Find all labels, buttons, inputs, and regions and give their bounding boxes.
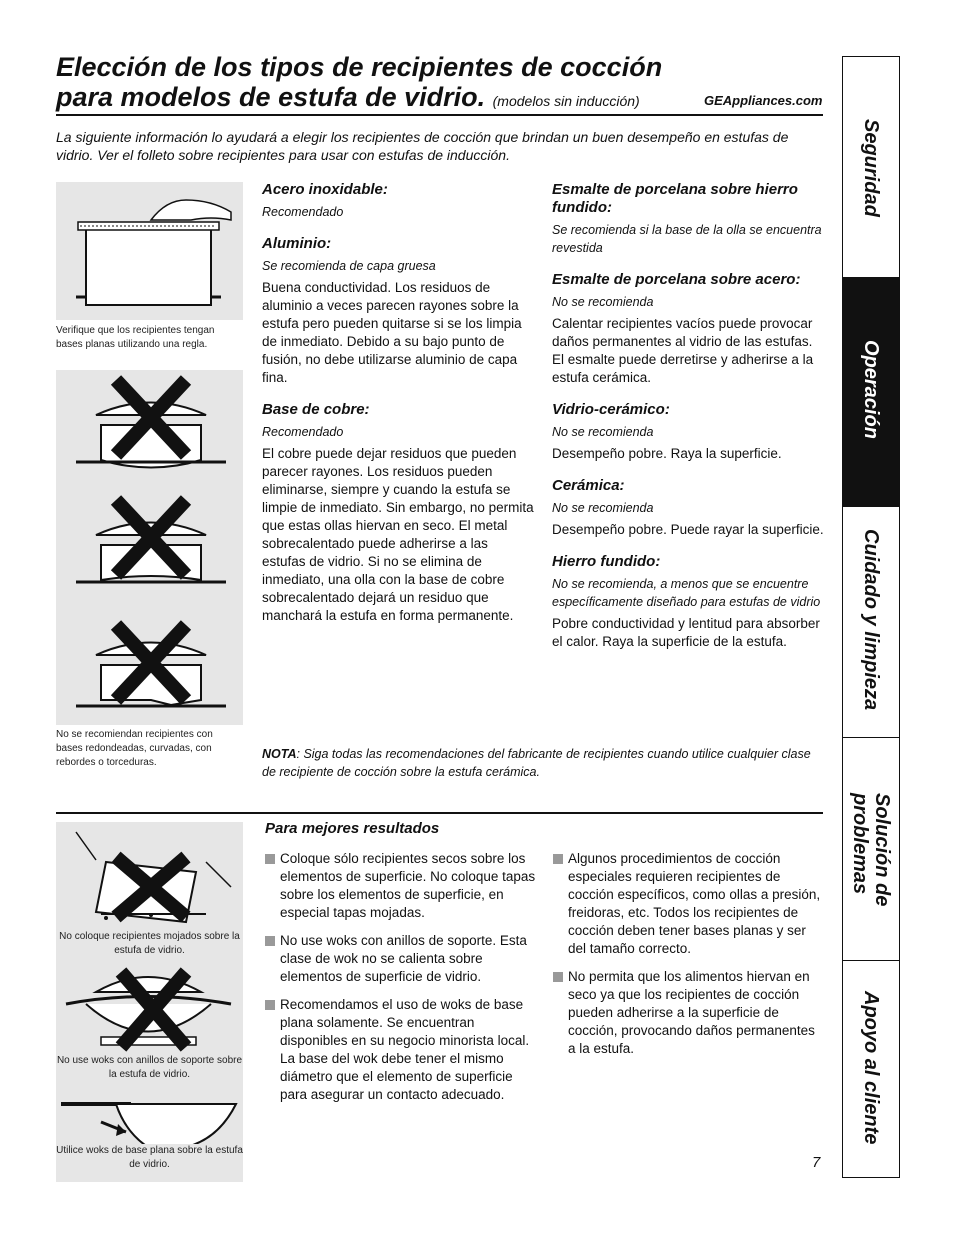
list-item bbox=[265, 996, 537, 1104]
list-item bbox=[553, 850, 821, 958]
flat-wok-icon bbox=[61, 1104, 236, 1149]
tab-label: Solución de problemas bbox=[849, 793, 893, 907]
section-rule bbox=[56, 812, 823, 814]
tab-cuidado-limpieza[interactable] bbox=[843, 507, 899, 738]
note-body: : Siga todas las recomendaciones del fabricante de recipientes cuando utilice cualquier clase de recipiente de cocción sobre la estufa cerámica. bbox=[262, 747, 811, 779]
list-item-text: Coloque sólo recipientes secos sobre los elementos de superficie. No coloque tapas sobre los elementos de superficie, en especial tapas mojadas. bbox=[280, 851, 536, 920]
material-name: Esmalte de porcelana sobre hierro fundido: bbox=[552, 181, 798, 216]
list-item-text: Algunos procedimientos de cocción especiales requieren recipientes de cocción específicos, como ollas a presión, freidoras, etc. Todos los recipientes de cocción deben tener bases planas y ser del tamaño correcto. bbox=[568, 851, 821, 956]
material-enamel-cast-iron bbox=[552, 181, 824, 257]
material-enamel-steel bbox=[552, 271, 824, 387]
best-results-left-list bbox=[265, 850, 537, 1114]
material-glass-ceramic bbox=[552, 401, 824, 463]
website-link[interactable]: GEAppliances.com bbox=[704, 93, 823, 108]
tab-label: Apoyo al cliente bbox=[860, 991, 882, 1145]
bad-pots-illustration bbox=[56, 370, 243, 725]
material-name: Esmalte de porcelana sobre acero: bbox=[552, 271, 801, 288]
material-aluminum bbox=[262, 235, 534, 387]
page-title bbox=[56, 52, 816, 116]
material-description: Calentar recipientes vacíos puede provocar daños permanentes al vidrio de las estufas. El esmalte puede derretirse y adherirse a la estufa cerámica. bbox=[552, 316, 814, 385]
best-results-heading: Para mejores resultados bbox=[265, 820, 440, 837]
material-cast-iron bbox=[552, 553, 824, 651]
note-text bbox=[262, 745, 827, 781]
list-item bbox=[553, 968, 821, 1058]
material-recommendation: Recomendado bbox=[262, 205, 344, 219]
material-recommendation: No se recomienda bbox=[552, 295, 654, 309]
material-stainless bbox=[262, 181, 534, 221]
material-name: Acero inoxidable: bbox=[262, 181, 388, 198]
list-item-text: No use woks con anillos de soporte. Esta clase de wok no se calienta sobre elementos de superficie de vidrio. bbox=[280, 933, 527, 984]
wok-ring-caption: No use woks con anillos de soporte sobre la estufa de vidrio. bbox=[56, 1055, 243, 1080]
intro-text: La siguiente información lo ayudará a elegir los recipientes de cocción que brindan un buen desempeño en estufas de vidrio. Ver el folleto sobre recipientes para usar con estufas de inducción. bbox=[56, 129, 789, 163]
material-recommendation: No se recomienda bbox=[552, 425, 654, 439]
tab-solucion-problemas[interactable] bbox=[843, 738, 899, 961]
materials-left-column bbox=[262, 181, 534, 639]
bullet-square-icon bbox=[265, 1000, 275, 1010]
best-results-illustrations bbox=[56, 822, 243, 1182]
material-recommendation: Se recomienda de capa gruesa bbox=[262, 259, 436, 273]
title-subtitle: (modelos sin inducción) bbox=[492, 93, 640, 109]
tab-operacion[interactable] bbox=[843, 278, 899, 507]
material-ceramic bbox=[552, 477, 824, 539]
flat-wok-caption: Utilice woks de base plana sobre la estufa de vidrio. bbox=[56, 1145, 243, 1170]
best-results-right-list bbox=[553, 850, 821, 1068]
curved-pot-icon bbox=[76, 500, 226, 582]
material-description: Desempeño pobre. Puede rayar la superficie. bbox=[552, 522, 824, 537]
material-recommendation: No se recomienda bbox=[552, 501, 654, 515]
material-description: El cobre puede dejar residuos que pueden parecer rayones. Los residuos pueden eliminarse, siempre y cuando la estufa se limpie de inmediato. Sin embargo, no permita que estas ollas hiervan en seco. El metal sobrecalentado puede adherirse a las estufas de vidrio. Si no se elimina de inmediato, una olla con la base de cobre sobrecalentado dejará un residuo que manchará la estufa en forma permanente. bbox=[262, 446, 534, 623]
side-tabs bbox=[842, 56, 900, 1178]
list-item bbox=[265, 850, 537, 922]
material-name: Cerámica: bbox=[552, 477, 625, 494]
list-item-text: Recomendamos el uso de woks de base plana solamente. Se encuentran disponibles en su negocio minorista local. La base del wok debe tener el mismo diámetro que el elemento de superficie para asegurar un contacto adecuado. bbox=[280, 997, 530, 1102]
title-line-1: Elección de los tipos de recipientes de cocción bbox=[56, 52, 663, 82]
note-label: NOTA bbox=[262, 747, 297, 761]
title-line-2: para modelos de estufa de vidrio. bbox=[56, 82, 486, 112]
rounded-pot-icon bbox=[76, 380, 226, 468]
bullet-square-icon bbox=[553, 972, 563, 982]
tab-label: Seguridad bbox=[860, 119, 882, 217]
materials-right-column bbox=[552, 181, 824, 665]
warped-pot-icon bbox=[76, 625, 226, 706]
material-recommendation: Recomendado bbox=[262, 425, 344, 439]
bad-pots-caption: No se recomiendan recipientes con bases redondeadas, curvadas, con rebordes o torceduras. bbox=[56, 729, 213, 768]
tab-apoyo-cliente[interactable] bbox=[843, 961, 899, 1177]
tab-seguridad[interactable] bbox=[843, 57, 899, 278]
material-description: Buena conductividad. Los residuos de aluminio a veces parecen rayones sobre la estufa pero pueden quitarse si se los limpia de inmediato. Debido a su bajo punto de fusión, no debe utilizarse aluminio de capa fina. bbox=[262, 280, 522, 385]
list-item-text: No permita que los alimentos hiervan en seco ya que los recipientes de cocción pueden adherirse a la superficie de cocción, provocando daños permanentes a la estufa. bbox=[568, 969, 815, 1056]
page-number: 7 bbox=[812, 1154, 821, 1171]
ruler-check-illustration bbox=[56, 182, 243, 320]
bullet-square-icon bbox=[553, 854, 563, 864]
ruler-caption: Verifique que los recipientes tengan bases planas utilizando una regla. bbox=[56, 325, 215, 350]
material-name: Base de cobre: bbox=[262, 401, 370, 418]
tab-label: Operación bbox=[860, 340, 882, 439]
material-name: Vidrio-cerámico: bbox=[552, 401, 670, 418]
material-description: Desempeño pobre. Raya la superficie. bbox=[552, 446, 782, 461]
bullet-square-icon bbox=[265, 854, 275, 864]
wet-pan-icon bbox=[76, 832, 231, 922]
material-copper bbox=[262, 401, 534, 625]
material-name: Hierro fundido: bbox=[552, 553, 661, 570]
material-name: Aluminio: bbox=[262, 235, 332, 252]
material-recommendation: Se recomienda si la base de la olla se encuentra revestida bbox=[552, 223, 822, 255]
material-description: Pobre conductividad y lentitud para absorber el calor. Raya la superficie de la estufa. bbox=[552, 616, 820, 649]
list-item bbox=[265, 932, 537, 986]
bullet-square-icon bbox=[265, 936, 275, 946]
wet-pans-caption: No coloque recipientes mojados sobre la estufa de vidrio. bbox=[56, 930, 243, 958]
wok-ring-icon bbox=[66, 972, 231, 1047]
tab-label: Cuidado y limpieza bbox=[860, 529, 882, 711]
header-rule bbox=[56, 114, 823, 116]
material-recommendation: No se recomienda, a menos que se encuentre específicamente diseñado para estufas de vidrio bbox=[552, 577, 821, 609]
